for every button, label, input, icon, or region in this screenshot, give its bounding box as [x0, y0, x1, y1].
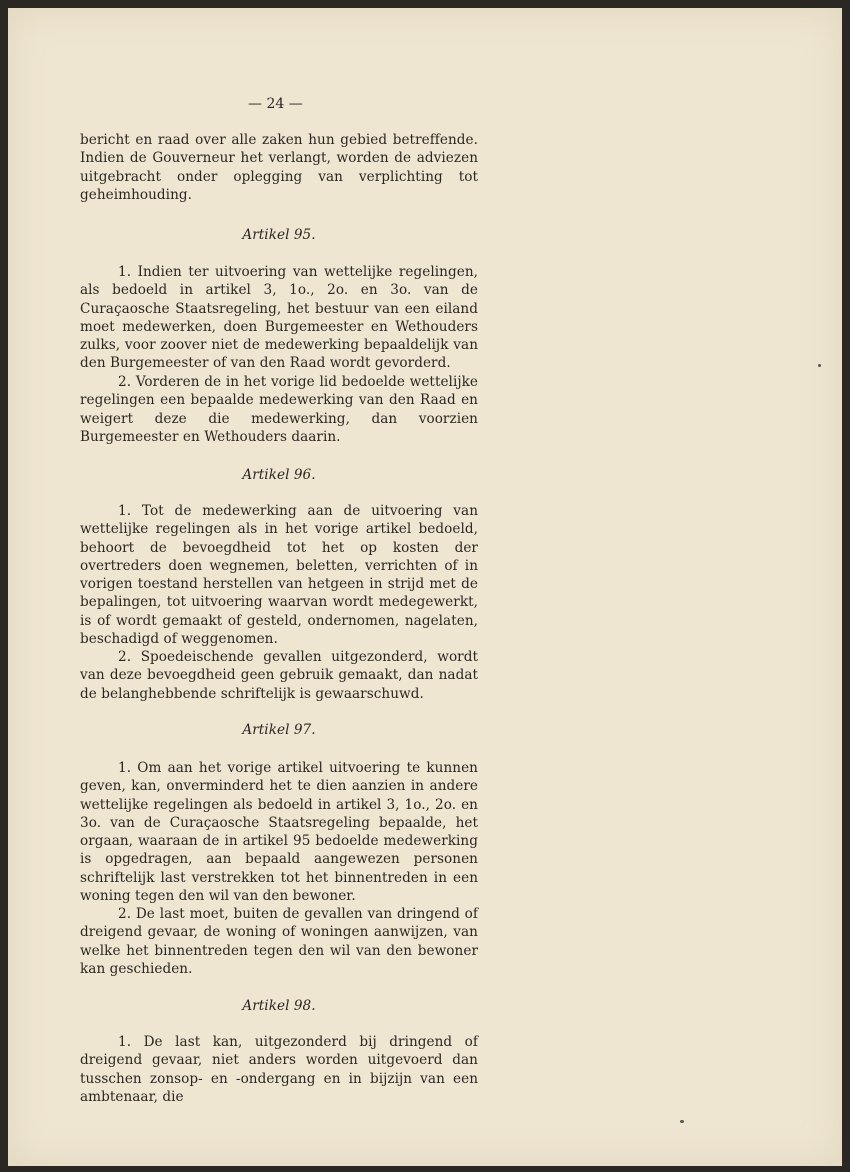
article-95-heading: Artikel 95. — [242, 227, 316, 243]
article-97-paragraph-2: 2. De last moet, buiten de gevallen van dringend of dreigend gevaar, de woning of woningen aanwijzen, van welke het binnentreden tegen den wil van den bewoner kan geschieden. — [80, 906, 478, 977]
document-page — [8, 8, 842, 1166]
paper-speck — [818, 364, 821, 367]
article-97-heading: Artikel 97. — [242, 722, 316, 738]
article-95-paragraph-1: 1. Indien ter uitvoering van wettelijke regelingen, als bedoeld in artikel 3, 1o., 2o. en 3o. van de Curaçaosche Staatsregeling, het bestuur van een eiland moet medewerken, doen Burgemeester en Wethouders zulks, voor zoover niet de medewerking bepaaldelijk van den Burgemeester of van den Raad wordt gevorderd. — [80, 264, 478, 372]
article-96-paragraph-2: 2. Spoedeischende gevallen uitgezonderd, wordt van deze bevoegdheid geen gebruik gemaakt, dan nadat de belanghebbende schriftelijk is gewaarschuwd. — [80, 649, 478, 702]
article-97-paragraph-1: 1. Om aan het vorige artikel uitvoering te kunnen geven, kan, onverminderd het te dien aanzien in andere wettelijke regelingen als bedoeld in artikel 3, 1o., 2o. en 3o. van de Curaçaosche Staatsregeling bepaalde, het orgaan, waaraan de in artikel 95 bedoelde medewerking is opgedragen, aan bepaald aangewezen personen schriftelijk last verstrekken tot het binnentreden in een woning tegen den wil van den bewoner. — [80, 760, 478, 905]
paper-speck — [680, 1120, 684, 1123]
article-95-paragraph-2: 2. Vorderen de in het vorige lid bedoelde wettelijke regelingen een bepaalde medewerking van den Raad en weigert deze die medewerking, dan voorzien Burgemeester en Wethouders daarin. — [80, 374, 478, 445]
article-98-paragraph-1: 1. De last kan, uitgezonderd bij dringend of dreigend gevaar, niet anders worden uitgevoerd dan tusschen zonsop- en -ondergang en in bijzijn van een ambtenaar, die — [80, 1034, 478, 1105]
article-98-heading: Artikel 98. — [242, 998, 316, 1014]
article-96-paragraph-1: 1. Tot de medewerking aan de uitvoering van wettelijke regelingen als in het vorige artikel bedoeld, behoort de bevoegdheid tot het op kosten der overtreders doen wegnemen, beletten, verrichten of in vorigen toestand herstellen van hetgeen in strijd met de bepalingen, tot uitvoering waarvan wordt medegewerkt, is of wordt gemaakt of gesteld, ondernomen, nagelaten, beschadigd of weggenomen. — [80, 503, 478, 648]
intro-paragraph: bericht en raad over alle zaken hun gebied betreffende. Indien de Gouverneur het verlangt, worden de adviezen uitgebracht onder oplegging van verplichting tot geheimhouding. — [80, 132, 478, 203]
article-96-heading: Artikel 96. — [242, 467, 316, 483]
page-number: — 24 — — [248, 96, 303, 112]
